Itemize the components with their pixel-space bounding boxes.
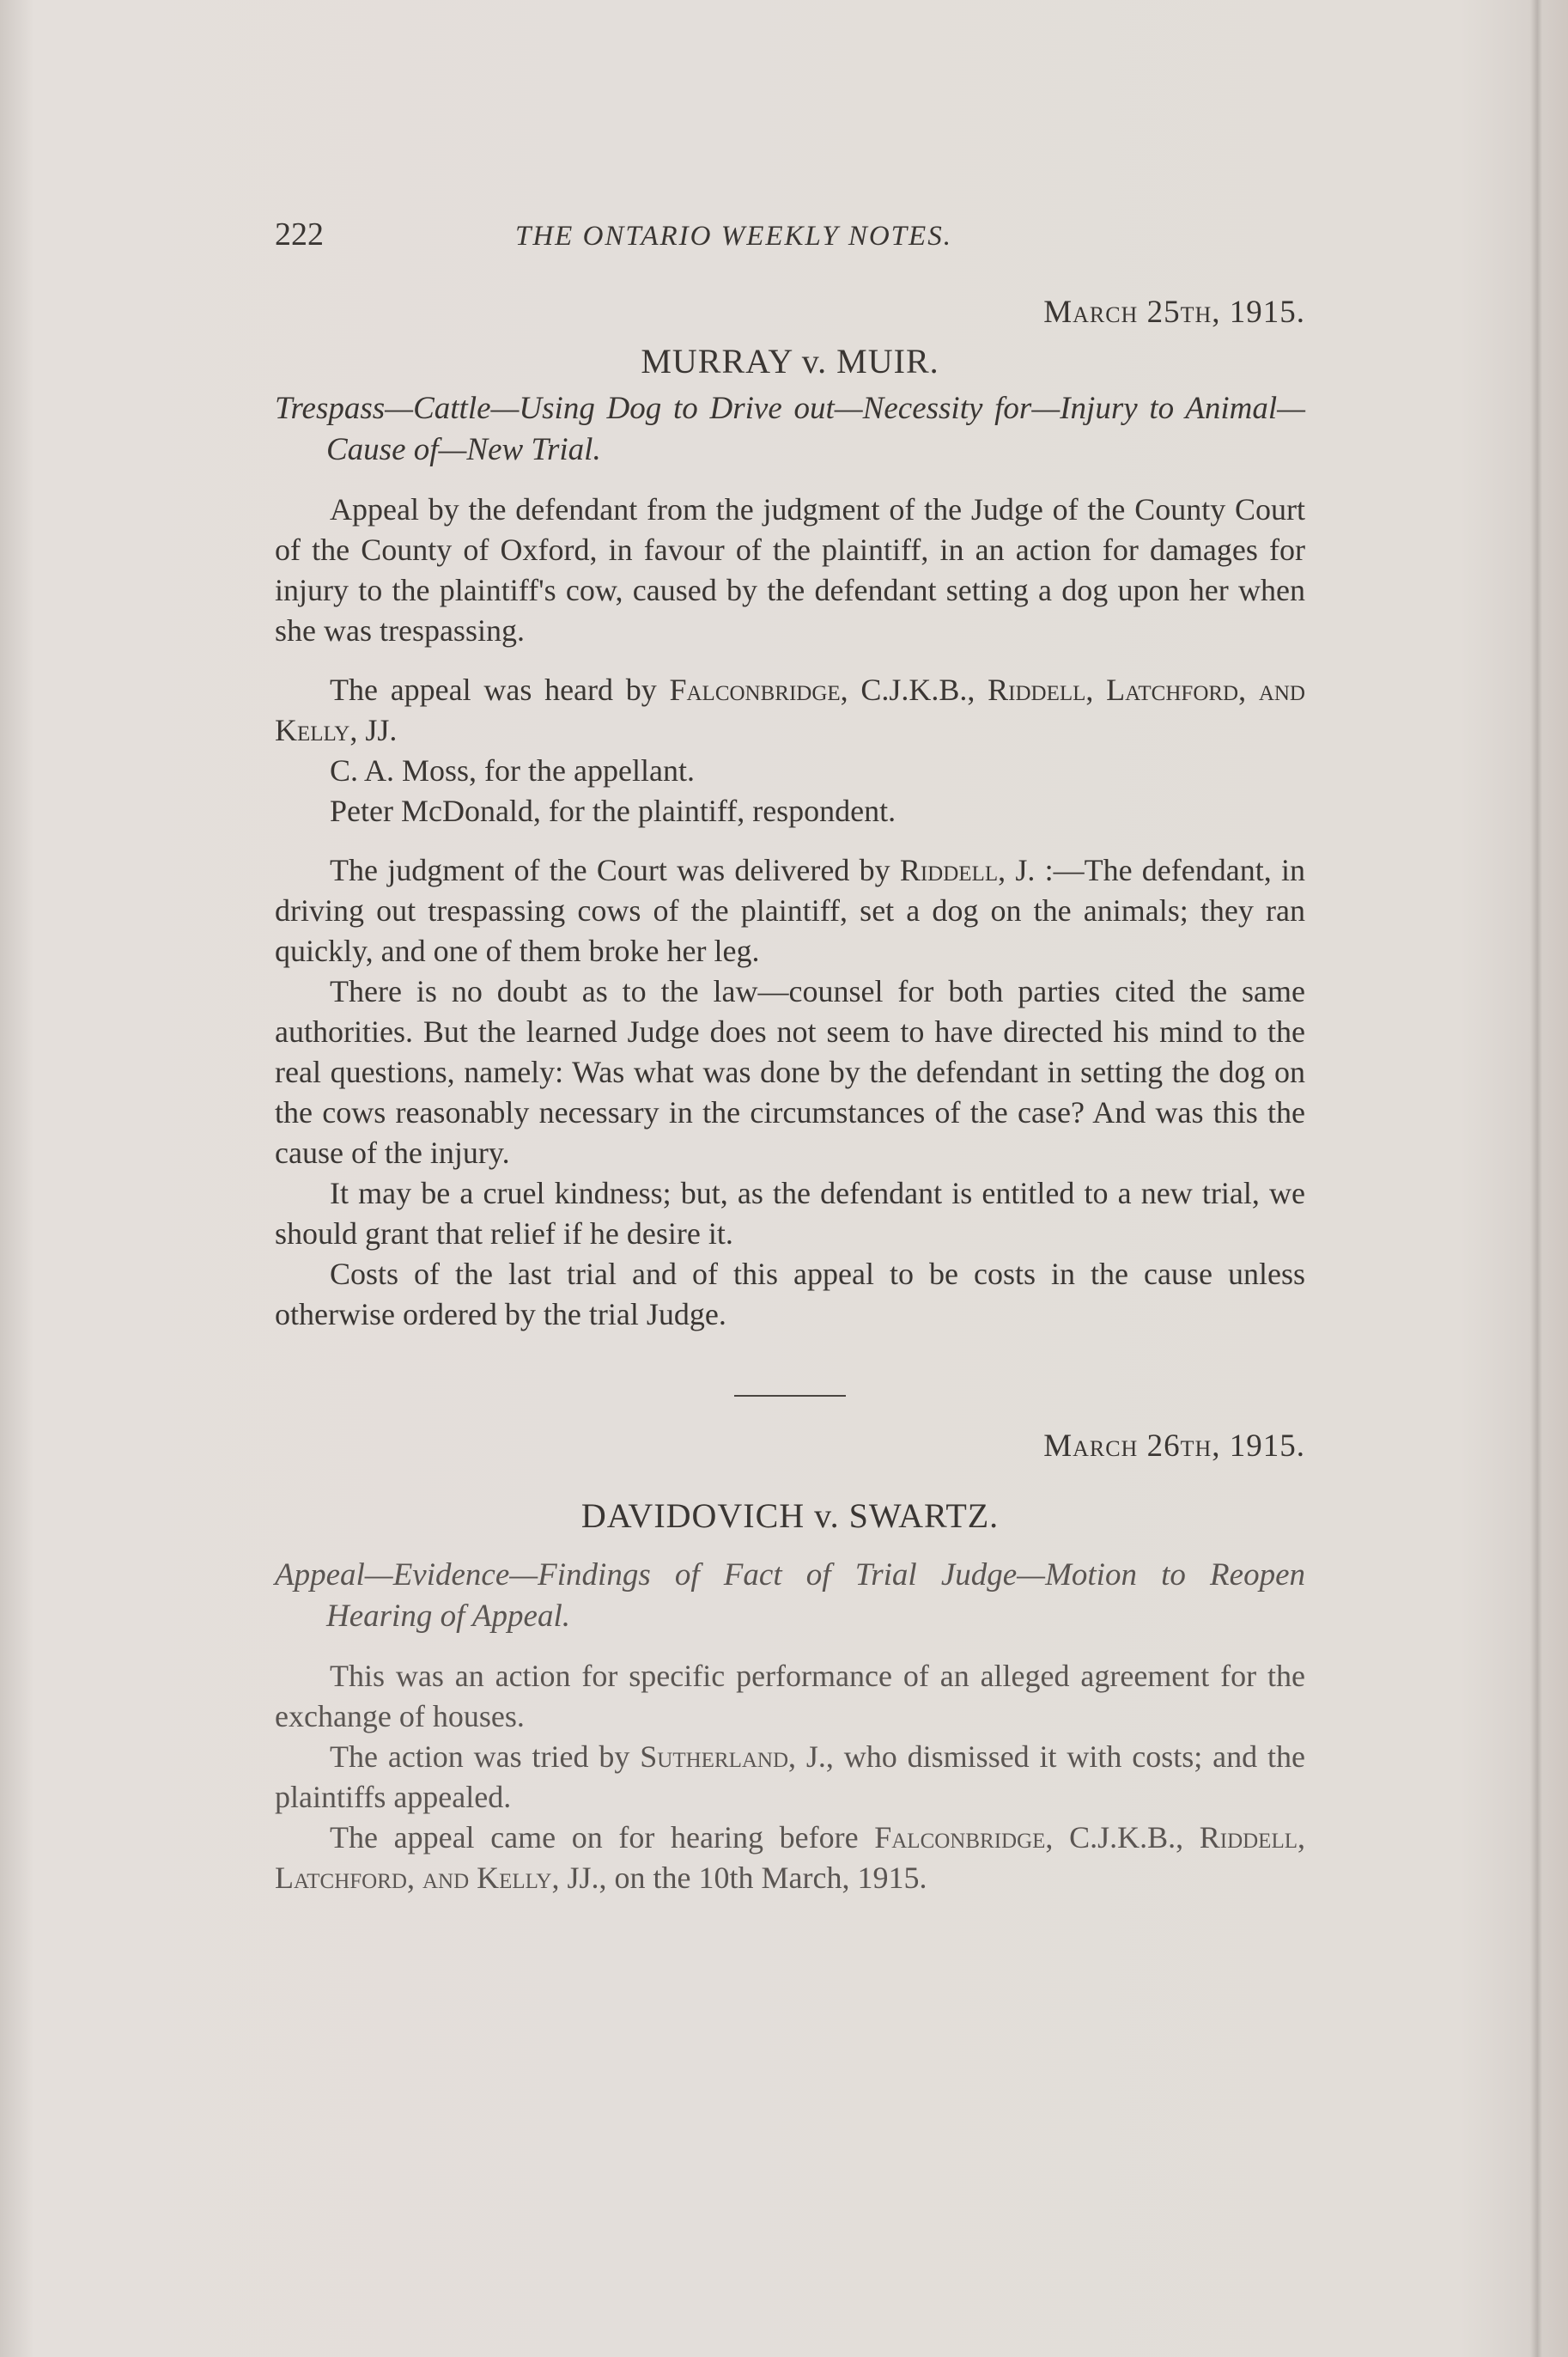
case1-counsel-respondent: Peter McDonald, for the plaintiff, respondent. — [330, 794, 896, 828]
case1-heard — [275, 670, 1305, 751]
case1-counsel-appellant: C. A. Moss, for the appellant. — [330, 753, 695, 788]
case2-para3-prefix: The appeal came on for hearing before — [330, 1820, 875, 1855]
case1-title: MURRAY v. MUIR. — [641, 342, 939, 381]
case1-date: March 25th, 1915. — [1043, 295, 1305, 330]
case1-headnote: Trespass—Cattle—Using Dog to Drive out—Necessity for—Injury to Animal—Cause of—New Trial. — [275, 391, 1305, 467]
case2-para3-suffix: , on the 10th March, 1915. — [599, 1861, 927, 1895]
page-number: 222 — [275, 216, 324, 253]
case1-judgment — [275, 850, 1305, 971]
case2-headnote: Appeal—Evidence—Findings of Fact of Trial Judge—Motion to Reopen Hearing of Appeal. — [275, 1557, 1305, 1634]
case2-para2 — [275, 1737, 1305, 1818]
case2-para3 — [275, 1818, 1305, 1898]
case1-intro: Appeal by the defendant from the judgment of the Judge of the County Court of the County of Oxford, in favour of the plaintiff, in an action for damages for injury to the plaintiff's cow, caused by the defendant setting a dog upon her when she was trespassing. — [275, 492, 1305, 648]
case2-para2-judge: Sutherland, J. — [640, 1739, 826, 1774]
page-text — [275, 215, 1305, 1898]
case1-judgment-judge: Riddell, J. — [899, 853, 1036, 887]
case2-title: DAVIDOVICH v. SWARTZ. — [580, 1496, 1000, 1535]
case1-judgment-suffix: :—The defendant, in driving out trespassing cows of the plaintiff, set a dog on the animals; they ran quickly, and one of them broke her leg. — [275, 853, 1305, 968]
case1-heard-judges: Falconbridge, C.J.K.B., Riddell, Latchford, and Kelly, JJ. — [275, 673, 1305, 747]
journal-title: THE ONTARIO WEEKLY NOTES. — [515, 221, 952, 252]
case2-date: March 26th, 1915. — [1043, 1428, 1305, 1464]
case2-para2-suffix: , who dismissed it with costs; and the plaintiffs appealed. — [275, 1739, 1306, 1814]
case1-heard-prefix: The appeal was heard by — [330, 673, 670, 707]
case1-para4: Costs of the last trial and of this appeal to be costs in the cause unless otherwise ordered by the trial Judge. — [275, 1257, 1305, 1331]
running-head — [275, 215, 1305, 258]
section-divider — [734, 1395, 846, 1397]
case2-para1: This was an action for specific performance of an alleged agreement for the exchange of houses. — [275, 1659, 1305, 1733]
case1-para2: There is no doubt as to the law—counsel for both parties cited the same authorities. But the learned Judge does not seem to have directed his mind to the real questions, namely: Was what was done by the defendant in setting the dog on the cows reasonably necessary in the circumstances of the case? And was this the cause of the injury. — [275, 974, 1305, 1170]
case2-para3-judges: Falconbridge, C.J.K.B., Riddell, Latchford, and Kelly, JJ. — [275, 1820, 1305, 1895]
book-spine-shadow — [1530, 0, 1542, 2357]
case2-para2-prefix: The action was tried by — [330, 1739, 641, 1774]
case1-judgment-prefix: The judgment of the Court was delivered by — [330, 853, 900, 887]
case1-para3: It may be a cruel kindness; but, as the defendant is entitled to a new trial, we should grant that relief if he desire it. — [275, 1176, 1305, 1251]
